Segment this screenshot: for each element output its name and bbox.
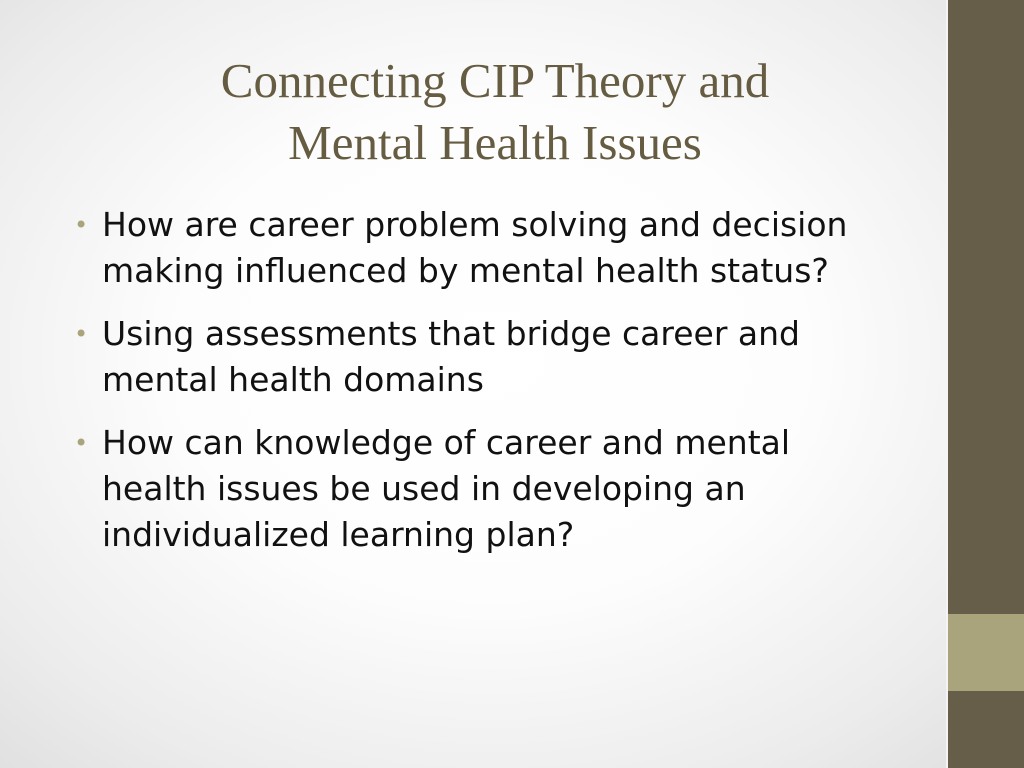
bullet-item: [72, 311, 902, 403]
bullet-item: [72, 420, 902, 558]
title-line-2: Mental Health Issues: [288, 115, 702, 170]
bullet-marker-icon: •: [74, 429, 89, 457]
bullet-item: [72, 202, 902, 294]
title-line-1: Connecting CIP Theory and: [220, 53, 770, 108]
sidebar-accent-block: [948, 614, 1024, 691]
slide-title: [120, 50, 870, 174]
bullet-text: How can knowledge of career and mental health issues be used in developing an individualized learning plan?: [102, 423, 791, 554]
bullet-marker-icon: •: [74, 211, 89, 239]
bullet-text: How are career problem solving and decision making influenced by mental health status?: [102, 205, 848, 290]
bullet-text: Using assessments that bridge career and mental health domains: [102, 314, 800, 399]
bullet-list: [72, 202, 902, 575]
bullet-marker-icon: •: [74, 320, 89, 348]
